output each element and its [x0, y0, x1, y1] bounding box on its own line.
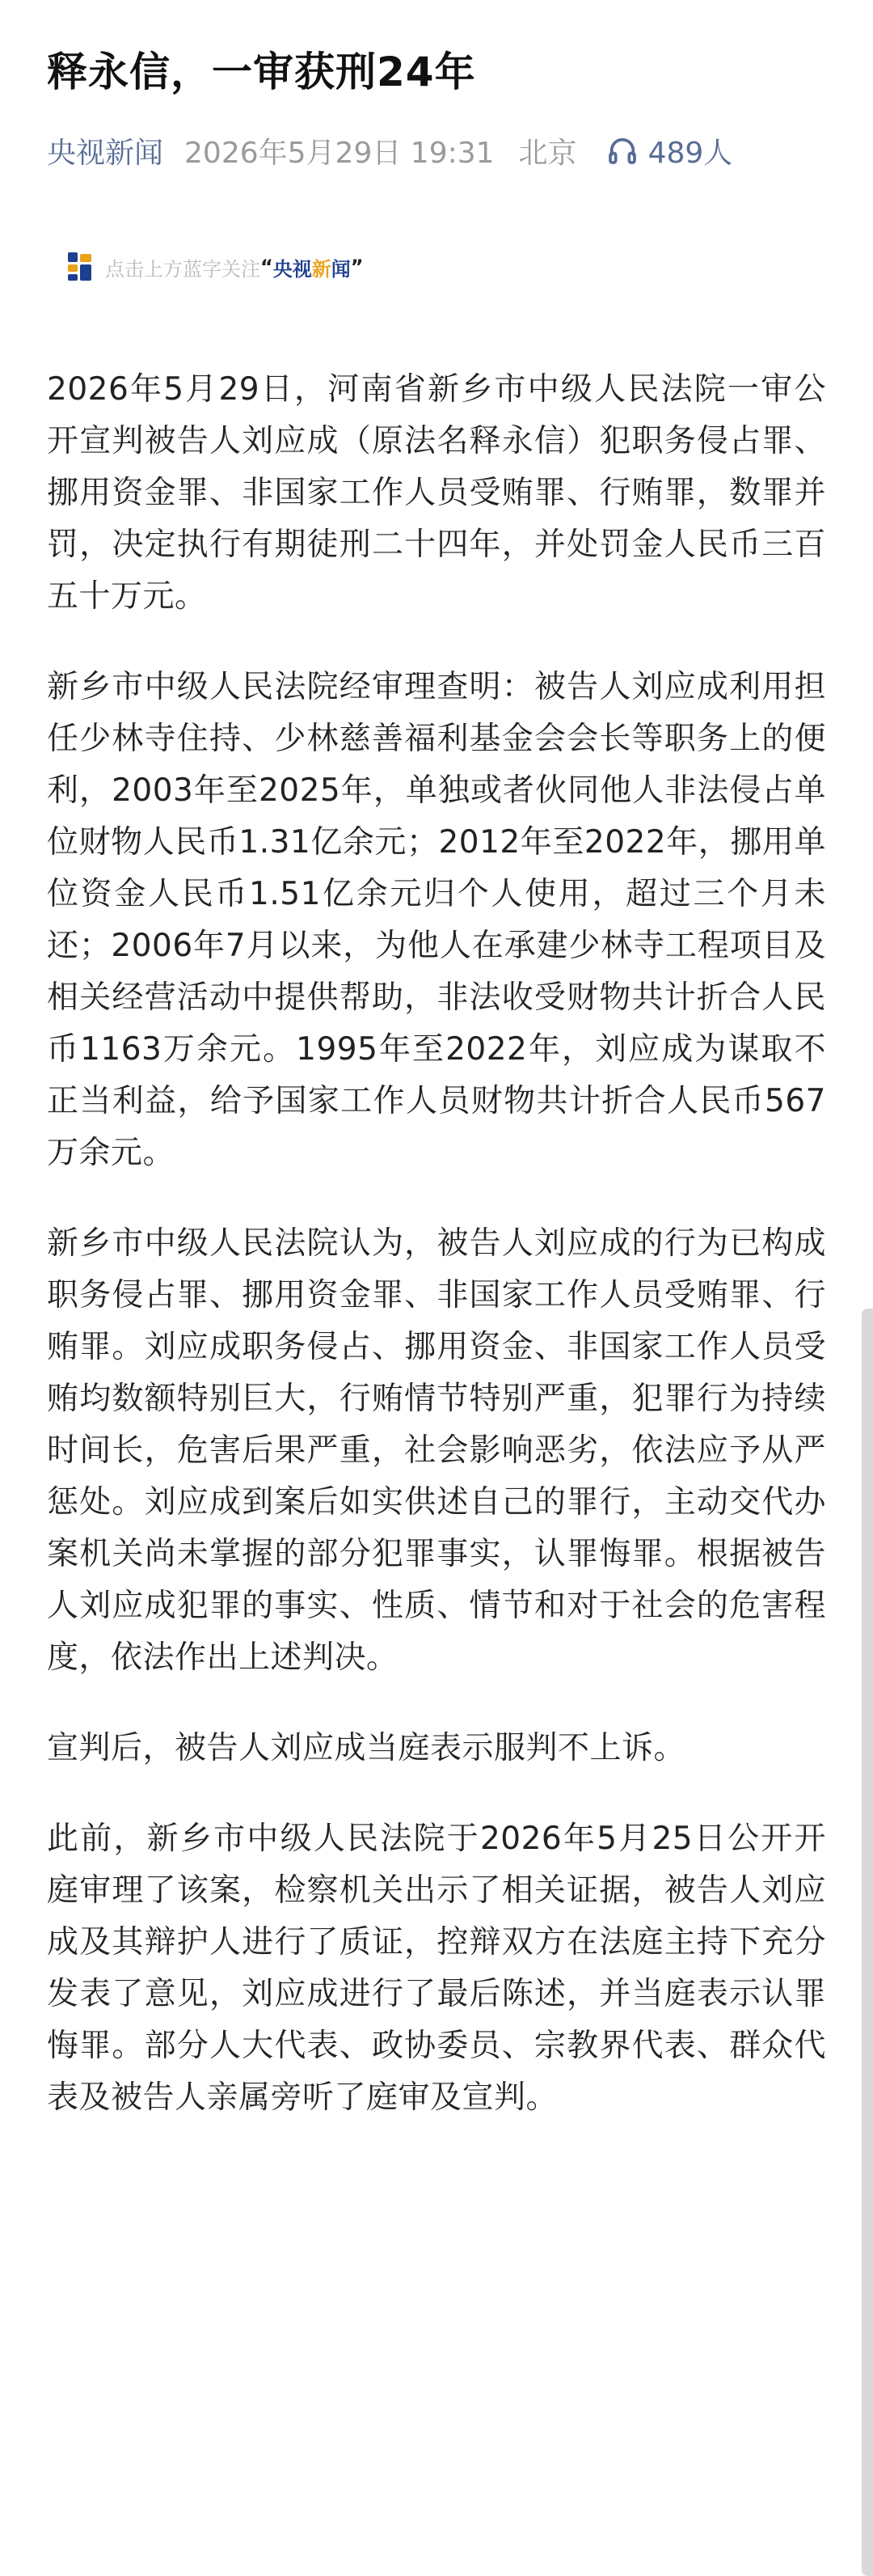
- follow-banner-quote-close: ”: [350, 256, 364, 278]
- article-paragraph: 此前，新乡市中级人民法院于2026年5月25日公开开庭审理了该案，检察机关出示了相关证据，被告人刘应成及其辩护人进行了质证，控辩双方在法庭主持下充分发表了意见，刘应成进行了最后陈述，并当庭表示认罪悔罪。部分人大代表、政协委员、宗教界代表、群众代表及被告人亲属旁听了庭审及宣判。: [47, 1821, 826, 2116]
- publish-location: 北京: [518, 136, 577, 170]
- follow-banner-quote-open: “: [260, 256, 273, 278]
- article-meta: [47, 125, 826, 176]
- publish-date: 2026年5月29日 19:31: [184, 136, 495, 170]
- follow-banner[interactable]: [68, 251, 826, 283]
- listen-button[interactable]: [606, 130, 733, 171]
- article-paragraph: 新乡市中级人民法院经审理查明：被告人刘应成利用担任少林寺住持、少林慈善福利基金会会长等职务上的便利，2003年至2025年，单独或者伙同他人非法侵占单位财物人民币1.31亿余元；2012年至2022年，挪用单位资金人民币1.51亿余元归个人使用，超过三个月未还；2006年7月以来，为他人在承建少林寺工程项目及相关经营活动中提供帮助，非法收受财物共计折合人民币1163万余元。1995年至2022年，刘应成为谋取不正当利益，给予国家工作人员财物共计折合人民币567万余元。: [47, 669, 826, 1171]
- follow-banner-brand-1: 央视: [272, 257, 312, 281]
- article-paragraph: 新乡市中级人民法院认为，被告人刘应成的行为已构成职务侵占罪、挪用资金罪、非国家工作人员受贿罪、行贿罪。刘应成职务侵占、挪用资金、非国家工作人员受贿均数额特别巨大，行贿情节特别严重，犯罪行为持续时间长，危害后果严重，社会影响恶劣，依法应予从严惩处。刘应成到案后如实供述自己的罪行，主动交代办案机关尚未掌握的部分犯罪事实，认罪悔罪。根据被告人刘应成犯罪的事实、性质、情节和对于社会的危害程度，依法作出上述判决。: [47, 1225, 826, 1676]
- follow-banner-brand-2: 新: [311, 257, 331, 281]
- follow-banner-brand-3: 闻: [331, 257, 351, 281]
- source-account-link[interactable]: 央视新闻: [47, 136, 164, 170]
- article-body: [47, 364, 826, 2124]
- follow-banner-text: 点击上方蓝字关注: [105, 257, 260, 281]
- article-title: 释永信，一审获刑24年: [47, 49, 476, 95]
- cctv-logo-icon: [68, 252, 92, 281]
- article-paragraph: 宣判后，被告人刘应成当庭表示服判不上诉。: [47, 1730, 686, 1766]
- headphones-icon: [606, 134, 639, 167]
- article-paragraph: 2026年5月29日，河南省新乡市中级人民法院一审公开宣判被告人刘应成（原法名释永信）犯职务侵占罪、挪用资金罪、非国家工作人员受贿罪、行贿罪，数罪并罚，决定执行有期徒刑二十四年，并处罚金人民币三百五十万元。: [47, 371, 826, 615]
- scrollbar[interactable]: [862, 1309, 873, 2576]
- listen-count: 489人: [647, 136, 733, 170]
